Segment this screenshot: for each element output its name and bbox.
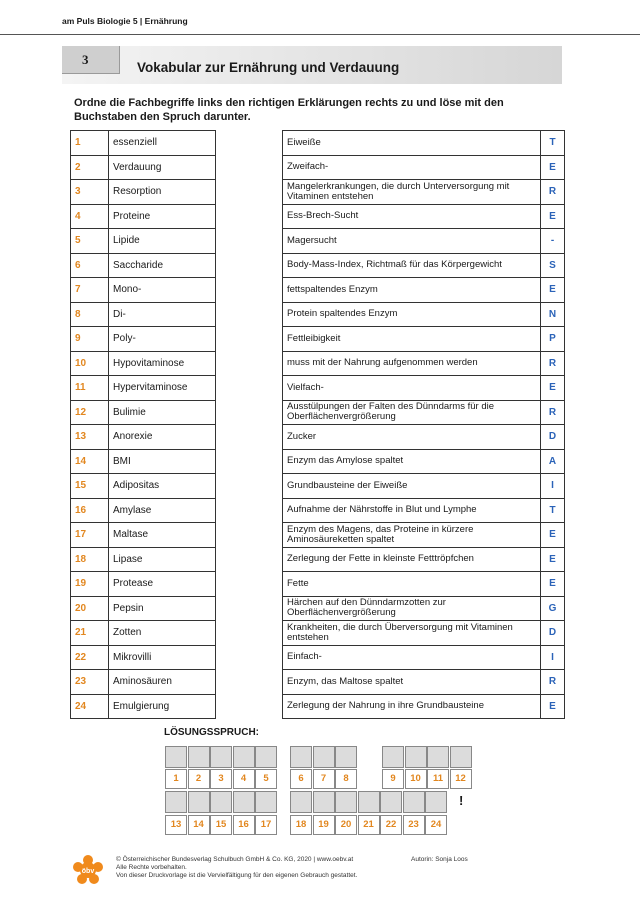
definition-row: [283, 694, 565, 719]
term-text: Mikrovilli: [109, 645, 216, 670]
term-text: Lipase: [109, 547, 216, 572]
solution-number-cell: 20: [335, 815, 357, 835]
term-text: Amylase: [109, 498, 216, 523]
solution-number-cell: 21: [358, 815, 380, 835]
term-text: essenziell: [109, 131, 216, 156]
definition-text: Krankheiten, die durch Überversorgung mit Vitaminen entstehen: [283, 621, 541, 646]
term-text: Di-: [109, 302, 216, 327]
definition-letter: E: [541, 523, 565, 548]
definition-row: [283, 523, 565, 548]
term-text: Mono-: [109, 278, 216, 303]
term-row: [71, 523, 216, 548]
definition-text: Vielfach-: [283, 376, 541, 401]
term-number: 23: [71, 670, 109, 695]
definition-letter: R: [541, 180, 565, 205]
footer-line-3: Von dieser Druckvorlage ist die Vervielfältigung für den eigenen Gebrauch gestattet.: [116, 872, 358, 879]
term-row: [71, 498, 216, 523]
solution-end-mark: !: [459, 793, 464, 808]
solution-letter-cell: [382, 746, 404, 768]
instruction-text: Ordne die Fachbegriffe links den richtigen Erklärungen rechts zu und löse mit den Buchstaben den Spruch darunter.: [74, 97, 504, 123]
definition-letter: I: [541, 474, 565, 499]
solution-number-cell: 19: [313, 815, 335, 835]
definition-row: [283, 204, 565, 229]
definition-row: [283, 670, 565, 695]
definition-text: Ess-Brech-Sucht: [283, 204, 541, 229]
term-row: [71, 474, 216, 499]
definition-row: [283, 425, 565, 450]
definition-text: Zerlegung der Nahrung in ihre Grundbausteine: [283, 694, 541, 719]
definition-letter: E: [541, 278, 565, 303]
definition-row: [283, 400, 565, 425]
term-number: 13: [71, 425, 109, 450]
terms-table: [70, 130, 216, 719]
term-row: [71, 596, 216, 621]
term-row: [71, 155, 216, 180]
definition-letter: E: [541, 694, 565, 719]
definition-row: [283, 498, 565, 523]
solution-number-cell: 12: [450, 769, 472, 789]
definition-row: [283, 376, 565, 401]
definition-letter: R: [541, 670, 565, 695]
solution-number-cell: 14: [188, 815, 210, 835]
term-text: Verdauung: [109, 155, 216, 180]
term-number: 24: [71, 694, 109, 719]
term-text: Emulgierung: [109, 694, 216, 719]
definition-text: muss mit der Nahrung aufgenommen werden: [283, 351, 541, 376]
definition-letter: A: [541, 449, 565, 474]
term-row: [71, 670, 216, 695]
term-text: Adipositas: [109, 474, 216, 499]
solution-number-cell: 24: [425, 815, 447, 835]
term-number: 14: [71, 449, 109, 474]
logo-text: öbv: [81, 868, 95, 875]
footer-author: Autorin: Sonja Loos: [411, 856, 468, 863]
term-number: 10: [71, 351, 109, 376]
solution-letter-cell: [210, 791, 232, 813]
header-title: am Puls Biologie 5 | Ernährung: [62, 16, 188, 26]
term-number: 6: [71, 253, 109, 278]
solution-letter-cell: [188, 746, 210, 768]
solution-letter-cell: [255, 746, 277, 768]
definition-text: Fettleibigkeit: [283, 327, 541, 352]
solution-number-cell: 1: [165, 769, 187, 789]
definition-letter: T: [541, 498, 565, 523]
solution-number-cell: 3: [210, 769, 232, 789]
solution-number-cell: 8: [335, 769, 357, 789]
definition-letter: N: [541, 302, 565, 327]
solution-letter-cell: [165, 746, 187, 768]
definition-row: [283, 621, 565, 646]
solution-letter-cell: [405, 746, 427, 768]
solution-number-cell: 18: [290, 815, 312, 835]
definition-row: [283, 180, 565, 205]
solution-letter-cell: [233, 746, 255, 768]
solution-number-cell: 5: [255, 769, 277, 789]
solution-letter-cell: [403, 791, 425, 813]
definition-letter: D: [541, 621, 565, 646]
definition-text: Fette: [283, 572, 541, 597]
term-number: 5: [71, 229, 109, 254]
definition-text: Body-Mass-Index, Richtmaß für das Körpergewicht: [283, 253, 541, 278]
term-number: 22: [71, 645, 109, 670]
term-number: 17: [71, 523, 109, 548]
solution-letter-cell: [358, 791, 380, 813]
term-text: Pepsin: [109, 596, 216, 621]
solution-letter-cell: [255, 791, 277, 813]
definition-letter: R: [541, 351, 565, 376]
definition-letter: E: [541, 204, 565, 229]
solution-number-cell: 10: [405, 769, 427, 789]
solution-letter-cell: [233, 791, 255, 813]
term-row: [71, 645, 216, 670]
term-row: [71, 572, 216, 597]
worksheet-number-box: [62, 46, 120, 74]
solution-letter-cell: [335, 746, 357, 768]
definition-text: Aufnahme der Nährstoffe in Blut und Lymphe: [283, 498, 541, 523]
term-row: [71, 621, 216, 646]
definition-row: [283, 155, 565, 180]
definition-letter: -: [541, 229, 565, 254]
term-row: [71, 425, 216, 450]
solution-letter-cell: [188, 791, 210, 813]
term-row: [71, 204, 216, 229]
solution-number-cell: 11: [427, 769, 449, 789]
definition-letter: G: [541, 596, 565, 621]
term-text: Zotten: [109, 621, 216, 646]
definition-row: [283, 131, 565, 156]
definition-text: Protein spaltendes Enzym: [283, 302, 541, 327]
definition-row: [283, 449, 565, 474]
term-text: Poly-: [109, 327, 216, 352]
term-row: [71, 547, 216, 572]
definition-letter: R: [541, 400, 565, 425]
term-number: 8: [71, 302, 109, 327]
definition-text: Ausstülpungen der Falten des Dünndarms für die Oberflächenvergrößerung: [283, 400, 541, 425]
definition-row: [283, 596, 565, 621]
term-number: 16: [71, 498, 109, 523]
solution-number-cell: 9: [382, 769, 404, 789]
solution-number-cell: 4: [233, 769, 255, 789]
term-row: [71, 180, 216, 205]
solution-letter-cell: [210, 746, 232, 768]
oebv-logo: [72, 854, 104, 886]
solution-letter-cell: [380, 791, 402, 813]
worksheet-number: 3: [82, 52, 89, 67]
solution-number-cell: 16: [233, 815, 255, 835]
solution-letter-cell: [450, 746, 472, 768]
definitions-table: [282, 130, 565, 719]
term-row: [71, 694, 216, 719]
definition-letter: E: [541, 547, 565, 572]
definition-row: [283, 302, 565, 327]
solution-letter-cell: [425, 791, 447, 813]
term-row: [71, 327, 216, 352]
term-number: 1: [71, 131, 109, 156]
worksheet-title: Vokabular zur Ernährung und Verdauung: [137, 60, 400, 75]
definition-row: [283, 253, 565, 278]
definition-text: Enzym des Magens, das Proteine in kürzere Aminosäureketten spaltet: [283, 523, 541, 548]
definition-letter: P: [541, 327, 565, 352]
term-row: [71, 400, 216, 425]
term-text: Resorption: [109, 180, 216, 205]
solution-number-cell: 15: [210, 815, 232, 835]
term-number: 3: [71, 180, 109, 205]
solution-letter-cell: [335, 791, 357, 813]
term-number: 9: [71, 327, 109, 352]
term-number: 11: [71, 376, 109, 401]
solution-label: LÖSUNGSSPRUCH:: [164, 727, 260, 738]
term-number: 20: [71, 596, 109, 621]
term-text: Hypervitaminose: [109, 376, 216, 401]
term-row: [71, 302, 216, 327]
definition-row: [283, 278, 565, 303]
definition-text: Mangelerkrankungen, die durch Unterversorgung mit Vitaminen entstehen: [283, 180, 541, 205]
term-row: [71, 278, 216, 303]
term-number: 4: [71, 204, 109, 229]
definition-row: [283, 229, 565, 254]
term-number: 21: [71, 621, 109, 646]
definition-letter: T: [541, 131, 565, 156]
term-text: Saccharide: [109, 253, 216, 278]
definition-row: [283, 327, 565, 352]
definition-row: [283, 474, 565, 499]
definition-letter: E: [541, 155, 565, 180]
definition-text: Magersucht: [283, 229, 541, 254]
solution-letter-cell: [427, 746, 449, 768]
term-text: Proteine: [109, 204, 216, 229]
solution-letter-cell: [313, 746, 335, 768]
term-number: 12: [71, 400, 109, 425]
footer-copyright: [116, 856, 357, 880]
term-text: Bulimie: [109, 400, 216, 425]
solution-letter-cell: [290, 746, 312, 768]
term-number: 2: [71, 155, 109, 180]
solution-number-cell: 6: [290, 769, 312, 789]
definition-text: Einfach-: [283, 645, 541, 670]
footer-line-2: Alle Rechte vorbehalten.: [116, 864, 187, 871]
term-text: Hypovitaminose: [109, 351, 216, 376]
solution-number-cell: 7: [313, 769, 335, 789]
term-text: Aminosäuren: [109, 670, 216, 695]
term-row: [71, 376, 216, 401]
solution-number-cell: 2: [188, 769, 210, 789]
definition-text: Härchen auf den Dünndarmzotten zur Oberflächenvergrößerung: [283, 596, 541, 621]
footer-line-1: © Österreichischer Bundesverlag Schulbuch GmbH & Co. KG, 2020 | www.oebv.at: [116, 856, 354, 863]
header-divider: [0, 34, 640, 35]
term-text: Lipide: [109, 229, 216, 254]
definition-letter: E: [541, 572, 565, 597]
term-number: 15: [71, 474, 109, 499]
solution-number-cell: 17: [255, 815, 277, 835]
term-number: 19: [71, 572, 109, 597]
solution-number-cell: 23: [403, 815, 425, 835]
term-text: BMI: [109, 449, 216, 474]
definition-text: Zucker: [283, 425, 541, 450]
definition-text: Zweifach-: [283, 155, 541, 180]
solution-letter-cell: [290, 791, 312, 813]
term-row: [71, 449, 216, 474]
definition-text: Enzym das Amylose spaltet: [283, 449, 541, 474]
term-text: Anorexie: [109, 425, 216, 450]
solution-letter-cell: [165, 791, 187, 813]
definition-row: [283, 547, 565, 572]
definition-letter: E: [541, 376, 565, 401]
definition-text: Zerlegung der Fette in kleinste Fetttröpfchen: [283, 547, 541, 572]
solution-letter-cell: [313, 791, 335, 813]
definition-letter: I: [541, 645, 565, 670]
term-number: 7: [71, 278, 109, 303]
definition-text: Eiweiße: [283, 131, 541, 156]
definition-row: [283, 351, 565, 376]
term-text: Protease: [109, 572, 216, 597]
term-text: Maltase: [109, 523, 216, 548]
definition-letter: S: [541, 253, 565, 278]
solution-number-cell: 22: [380, 815, 402, 835]
definition-text: Enzym, das Maltose spaltet: [283, 670, 541, 695]
term-row: [71, 253, 216, 278]
definition-row: [283, 572, 565, 597]
term-row: [71, 131, 216, 156]
term-row: [71, 229, 216, 254]
definition-text: fettspaltendes Enzym: [283, 278, 541, 303]
definition-letter: D: [541, 425, 565, 450]
definition-text: Grundbausteine der Eiweiße: [283, 474, 541, 499]
definition-row: [283, 645, 565, 670]
solution-number-cell: 13: [165, 815, 187, 835]
term-row: [71, 351, 216, 376]
term-number: 18: [71, 547, 109, 572]
